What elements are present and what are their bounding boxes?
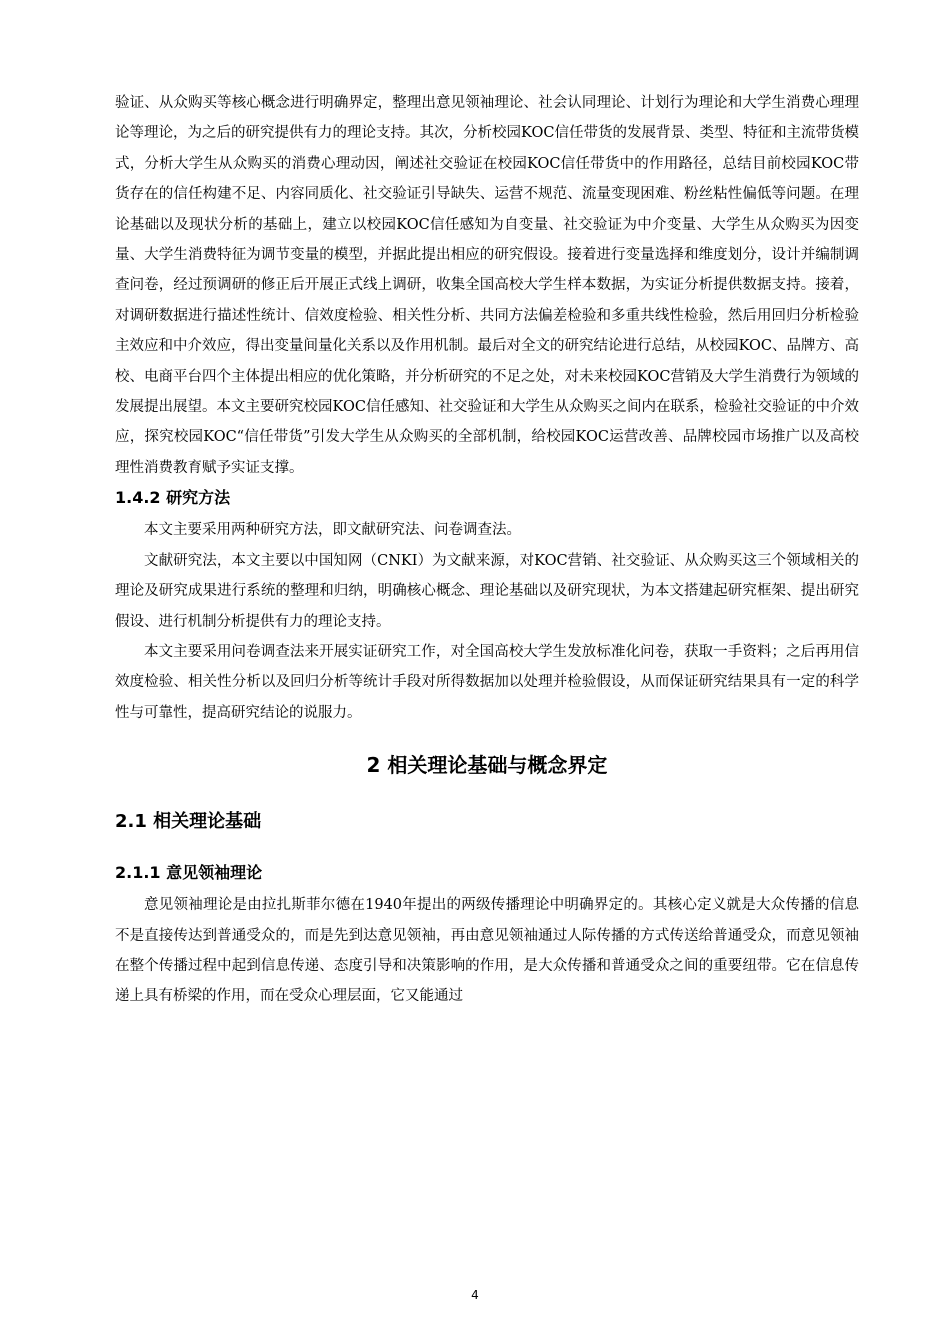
heading-1-4-2: 1.4.2 研究方法	[115, 488, 231, 508]
literature-method-paragraph: 文献研究法，本文主要以中国知网（CNKI）为文献来源，对KOC营销、社交验证、从众购买这三个领域相关的理论及研究成果进行系统的整理和归纳，明确核心概念、理论基础以及研究现状，为本文搭建起研究框架、提出研究假设、进行机制分析提供有力的理论支持。	[115, 552, 859, 630]
page-body	[115, 88, 859, 1012]
page-number: 4	[471, 1288, 479, 1302]
opinion-leader-paragraph: 意见领袖理论是由拉扎斯菲尔德在1940年提出的两级传播理论中明确界定的。其核心定义就是大众传播的信息不是直接传达到普通受众的，而是先到达意见领袖，再由意见领袖通过人际传播的方式传送给普通受众，而意见领袖在整个传播过程中起到信息传递、态度引导和决策影响的作用，是大众传播和普通受众之间的重要纽带。它在信息传递上具有桥梁的作用，而在受众心理层面，它又能通过	[115, 897, 859, 1005]
subsection-2-1-1-title: 2.1.1 意见领袖理论	[115, 863, 263, 883]
continuation-paragraph: 验证、从众购买等核心概念进行明确界定，整理出意见领袖理论、社会认同理论、计划行为理论和大学生消费心理理论等理论，为之后的研究提供有力的理论支持。其次，分析校园KOC信任带货的发展背景、类型、特征和主流带货模式，分析大学生从众购买的消费心理动因，阐述社交验证在校园KOC信任带货中的作用路径，总结目前校园KOC带货存在的信任构建不足、内容同质化、社交验证引导缺失、运营不规范、流量变现困难、粉丝粘性偏低等问题。在理论基础以及现状分析的基础上，建立以校园KOC信任感知为自变量、社交验证为中介变量、大学生从众购买为因变量、大学生消费特征为调节变量的模型，并据此提出相应的研究假设。接着进行变量选择和维度划分，设计并编制调查问卷，经过预调研的修正后开展正式线上调研，收集全国高校大学生样本数据，为实证分析提供数据支持。接着，对调研数据进行描述性统计、信效度检验、相关性分析、共同方法偏差检验和多重共线性检验，然后用回归分析检验主效应和中介效应，得出变量间量化关系以及作用机制。最后对全文的研究结论进行总结，从校园KOC、品牌方、高校、电商平台四个主体提出相应的优化策略，并分析研究的不足之处，对未来校园KOC营销及大学生消费行为领域的发展提出展望。本文主要研究校园KOC信任感知、社交验证和大学生从众购买之间内在联系，检验社交验证的中介效应，探究校园KOC“信任带货”引发大学生从众购买的全部机制，给校园KOC运营改善、品牌校园市场推广以及高校理性消费教育赋予实证支撑。	[115, 95, 859, 476]
chapter-2-title: 2 相关理论基础与概念界定	[366, 753, 608, 778]
section-2-1-title: 2.1 相关理论基础	[115, 811, 262, 833]
survey-method-paragraph: 本文主要采用问卷调查法来开展实证研究工作，对全国高校大学生发放标准化问卷，获取一手资料；之后再用信效度检验、相关性分析以及回归分析等统计手段对所得数据加以处理并检验假设，从而保证研究结果具有一定的科学性与可靠性，提高研究结论的说服力。	[115, 643, 859, 721]
methods-intro-paragraph: 本文主要采用两种研究方法，即文献研究法、问卷调查法。	[144, 522, 521, 539]
